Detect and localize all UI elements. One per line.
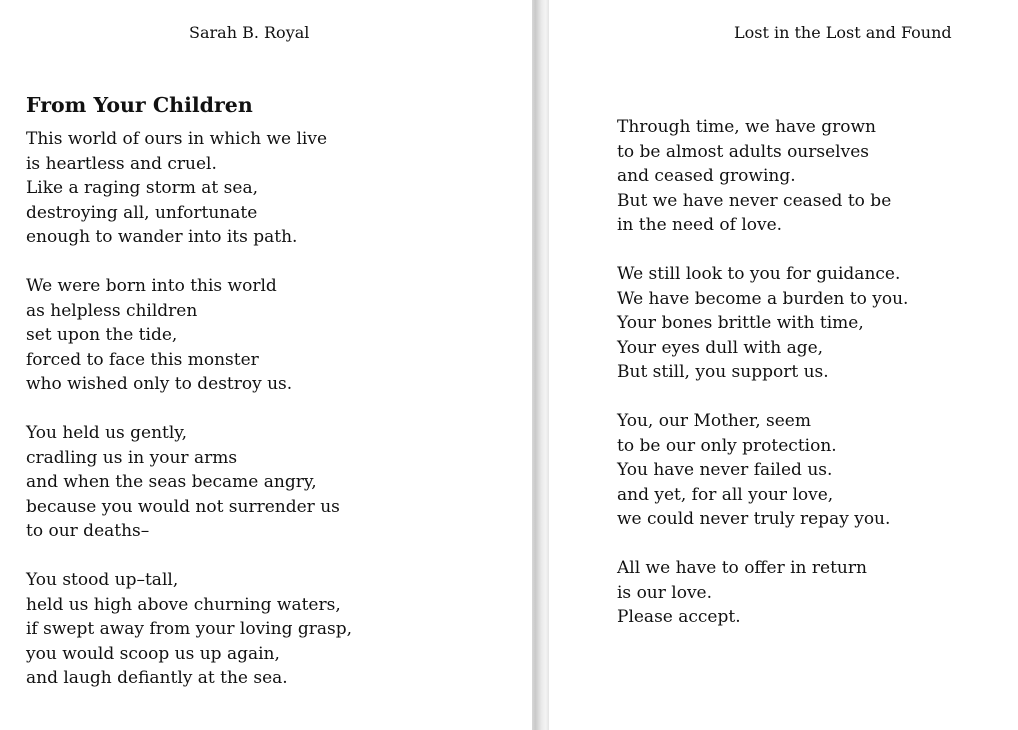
poem-line: You stood up–tall, (26, 570, 179, 590)
poem-line: to our deaths– (26, 521, 150, 541)
right-poem-body (617, 115, 908, 654)
poem-line: we could never truly repay you. (617, 509, 891, 529)
poem-line: who wished only to destroy us. (26, 374, 293, 394)
poem-line: held us high above churning waters, (26, 594, 341, 615)
poem-line: because you would not surrender us (26, 496, 340, 517)
poem-line: Your eyes dull with age, (617, 337, 824, 358)
poem-line: Through time, we have grown (617, 117, 877, 137)
poem-line: We still look to you for guidance. (617, 264, 901, 284)
stanza (26, 127, 352, 250)
poem-line: if swept away from your loving grasp, (26, 619, 353, 639)
poem-line: cradling us in your arms (26, 447, 238, 468)
book-gutter (532, 0, 549, 730)
poem-line: to be almost adults ourselves (617, 141, 869, 162)
poem-line: Like a raging storm at sea, (26, 178, 258, 198)
stanza (26, 421, 352, 544)
stanza (26, 274, 352, 397)
poem-line: enough to wander into its path. (26, 227, 298, 247)
poem-line: This world of ours in which we live (26, 129, 328, 149)
poem-line: You held us gently, (26, 423, 188, 443)
poem-line: Your bones brittle with time, (617, 313, 864, 333)
poem-line: But still, you support us. (617, 362, 829, 382)
poem-line: you would scoop us up again, (26, 643, 280, 664)
poem-line: as helpless children (26, 300, 198, 321)
poem-title: From Your Children (26, 93, 253, 117)
poem-line: is our love. (617, 582, 713, 603)
poem-line: and yet, for all your love, (617, 484, 834, 505)
poem-line: You have never failed us. (617, 460, 833, 480)
poem-line: forced to face this monster (26, 349, 259, 370)
right-page (549, 0, 1018, 730)
poem-line: We were born into this world (26, 276, 277, 296)
poem-line: and ceased growing. (617, 166, 796, 186)
stanza (26, 568, 352, 691)
author-running-head: Sarah B. Royal (189, 23, 310, 42)
poem-line: and when the seas became angry, (26, 472, 317, 492)
poem-line: You, our Mother, seem (617, 411, 811, 431)
poem-line: Please accept. (617, 607, 741, 627)
poem-line: All we have to offer in return (617, 558, 867, 578)
stanza (617, 409, 908, 532)
left-poem-body (26, 127, 352, 715)
poem-line: destroying all, unfortunate (26, 202, 258, 223)
stanza (617, 556, 908, 630)
poem-line: set upon the tide, (26, 325, 178, 345)
poem-line: But we have never ceased to be (617, 190, 892, 211)
book-title-running-head: Lost in the Lost and Found (734, 23, 952, 42)
poem-line: to be our only protection. (617, 435, 837, 456)
stanza (617, 115, 908, 238)
stanza (617, 262, 908, 385)
poem-line: and laugh defiantly at the sea. (26, 668, 288, 688)
poem-line: is heartless and cruel. (26, 153, 217, 174)
poem-line: We have become a burden to you. (617, 288, 909, 309)
poem-line: in the need of love. (617, 215, 783, 235)
